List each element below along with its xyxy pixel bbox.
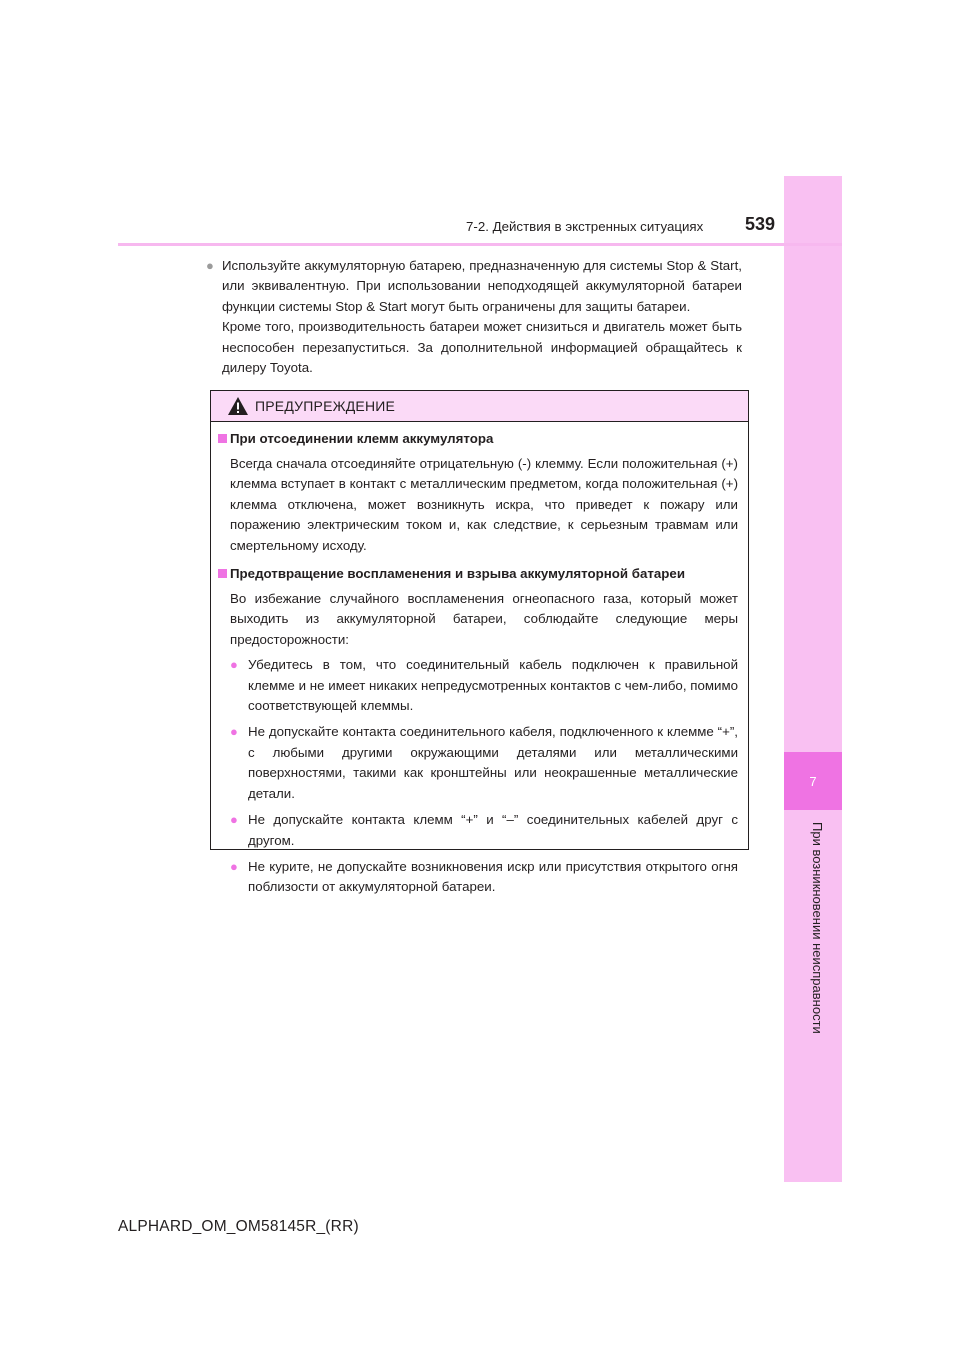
intro-paragraph: Кроме того, производительность батареи может снизиться и двигатель может быть неспособен перезапуститься. За дополнительной информацией обращайтесь к дилеру Toyota.	[222, 319, 742, 376]
list-item-text: Не курите, не допускайте возникновения искр или присутствия открытого огня поблизости от аккумуляторной батареи.	[248, 858, 738, 895]
list-item-text: Убедитесь в том, что соединительный кабель подключен к правильной клемме и не имеет никаких непредусмотренных контактов с чем-либо, помимо соответствующей клеммы.	[248, 657, 738, 714]
section-heading-text: Предотвращение воспламенения и взрыва аккумуляторной батареи	[230, 566, 685, 582]
intro-paragraph: Используйте аккумуляторную батарею, предназначенную для системы Stop & Start, или эквивалентную. При использовании неподходящей аккумуляторной батареи функции системы Stop & Start могут быть ограничены для защиты батареи.	[222, 258, 742, 314]
square-bullet-icon	[218, 434, 227, 443]
circle-bullet-icon: ●	[230, 724, 238, 740]
section-text: Во избежание случайного воспламенения огнеопасного газа, который может выходить из аккумуляторной батареи, соблюдайте следующие меры предосторожности:	[230, 591, 738, 647]
list-item	[230, 722, 738, 804]
square-bullet-icon	[218, 569, 227, 578]
section-text: Всегда сначала отсоединяйте отрицательную (-) клемму. Если положительная (+) клемма вступает в контакт с металлическим предметом, когда положительная (+) клемма отключена, может возникнуть искра, что приведет к пожару или поражению электрическим током и, как следствие, к серьезным травмам или смертельному исходу.	[230, 456, 738, 553]
document-code: ALPHARD_OM_OM58145R_(RR)	[118, 1218, 359, 1235]
warning-triangle-icon	[227, 396, 249, 416]
intro-bullet-icon: ●	[206, 258, 214, 273]
list-item	[230, 810, 738, 851]
header-divider	[118, 243, 842, 246]
circle-bullet-icon: ●	[230, 858, 238, 874]
section-heading	[216, 564, 738, 584]
circle-bullet-icon: ●	[230, 812, 238, 828]
warning-title: ПРЕДУПРЕЖДЕНИЕ	[255, 398, 396, 414]
warning-body	[211, 429, 748, 904]
list-item-text: Не допускайте контакта клемм “+” и “–” соединительных кабелей друг с другом.	[248, 812, 738, 848]
page-number: 539	[745, 214, 776, 234]
bullet-list	[230, 655, 738, 897]
intro-block	[206, 256, 742, 378]
section-heading	[216, 429, 738, 449]
circle-bullet-icon: ●	[230, 657, 238, 673]
chapter-title: При возникновении неисправности	[810, 822, 825, 1034]
chapter-number: 7	[784, 752, 842, 810]
warning-header	[211, 391, 748, 422]
section-title: 7-2. Действия в экстренных ситуациях	[466, 219, 704, 234]
warning-section	[216, 429, 738, 556]
warning-section	[216, 564, 738, 898]
list-item	[230, 655, 738, 716]
list-item	[230, 857, 738, 898]
list-item-text: Не допускайте контакта соединительного кабеля, подключенного к клемме “+”, с любыми другими окружающими деталями или металлическими поверхностями, такими как кронштейны или неокрашенные металлические детали.	[248, 724, 738, 801]
section-heading-text: При отсоединении клемм аккумулятора	[230, 431, 494, 446]
warning-box	[210, 390, 749, 895]
